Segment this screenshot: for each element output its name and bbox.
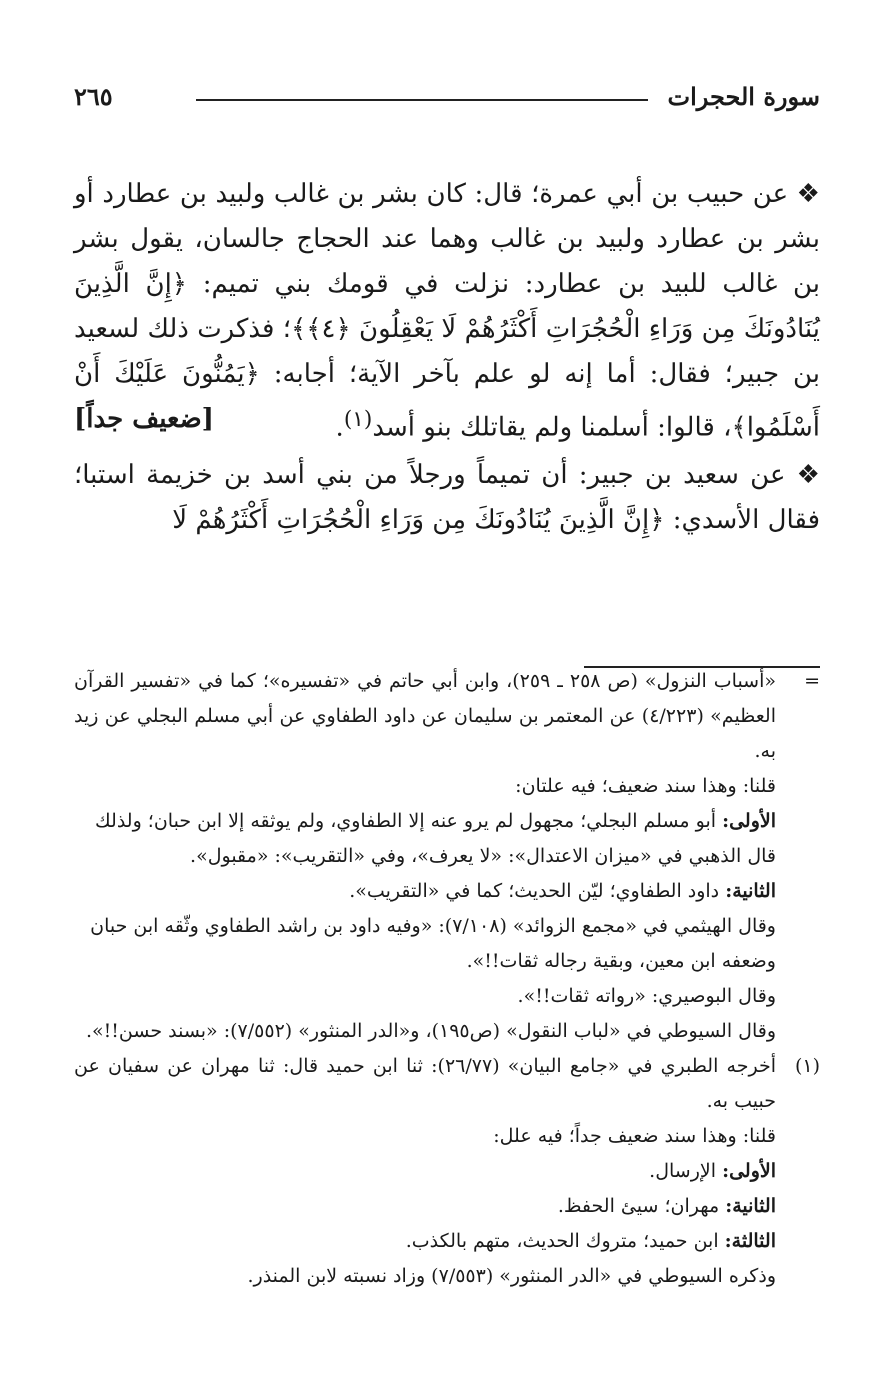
footnote-line: وقال السيوطي في «لباب النقول» (ص١٩٥)، و«الدر المنثور» (٧/٥٥٢): «بسند حسن!!». bbox=[85, 1020, 776, 1042]
footnote-label: الثانية: bbox=[725, 1195, 776, 1217]
paragraph-1-end: . bbox=[335, 412, 344, 443]
footnote-line: وذكره السيوطي في «الدر المنثور» (٧/٥٥٣) وزاد نسبته لابن المنذر. bbox=[247, 1265, 776, 1287]
footnote-line bbox=[74, 1224, 820, 1259]
continuation-mark: = bbox=[804, 670, 820, 692]
footnote-continuation bbox=[74, 664, 820, 769]
footnote-line: وقال البوصيري: «رواته ثقات!!». bbox=[517, 985, 776, 1007]
footnotes bbox=[74, 664, 820, 1294]
footnote-label: الأولى: bbox=[722, 1160, 776, 1182]
grade-label: [ضعيف جداً] bbox=[74, 404, 214, 434]
footnote-label: الثانية: bbox=[725, 880, 776, 902]
footnote-text: الإرسال. bbox=[649, 1160, 723, 1182]
footnote-text: أخرجه الطبري في «جامع البيان» (٢٦/٧٧): ثنا ابن حميد قال: ثنا مهران عن سفيان عن حبيب به. bbox=[74, 1055, 777, 1112]
footnote-line bbox=[74, 1189, 820, 1224]
paragraph-1 bbox=[74, 172, 820, 451]
page-number: ٢٦٥ bbox=[74, 82, 113, 111]
footnote-line: وقال الهيثمي في «مجمع الزوائد» (٧/١٠٨): «وفيه داود بن راشد الطفاوي وثّقه ابن حبان وضعفه ابن معين، وبقية رجاله ثقات!!». bbox=[90, 915, 776, 972]
main-text bbox=[74, 172, 820, 543]
footnote-line bbox=[74, 874, 820, 909]
footnote-text: أبو مسلم البجلي؛ مجهول لم يرو عنه إلا الطفاوي، ولم يوثقه إلا ابن حبان؛ ولذلك قال الذهبي في «ميزان الاعتدال»: «لا يعرف»، وفي «التقريب»: «مقبول». bbox=[95, 810, 776, 867]
footnote-line bbox=[74, 1154, 820, 1189]
footnote-text: داود الطفاوي؛ ليّن الحديث؛ كما في «التقريب». bbox=[349, 880, 726, 902]
page bbox=[74, 82, 820, 1287]
paragraph-1-text: ❖ عن حبيب بن أبي عمرة؛ قال: كان بشر بن غالب ولبيد بن عطارد أو بشر بن عطارد ولبيد بن غالب وهما عند الحجاج جالسان، يقول بشر بن غالب للبيد بن عطارد: نزلت في قومك بني تميم: ﴿إِنَّ الَّذِينَ يُنَادُونَكَ مِن وَرَاءِ الْحُجُرَاتِ أَكْثَرُهُمْ لَا يَعْقِلُونَ ﴿٤﴾﴾؛ فذكرت ذلك لسعيد بن جبير؛ فقال: أما إنه لو علم بآخر الآية؛ أجابه: ﴿يَمُنُّونَ عَلَيْكَ أَنْ أَسْلَمُوا﴾، قالوا: أسلمنا ولم يقاتلك بنو أسد bbox=[74, 179, 820, 443]
footnote-line: قلنا: وهذا سند ضعيف؛ فيه علتان: bbox=[515, 775, 776, 797]
paragraph-2: ❖ عن سعيد بن جبير: أن تميماً ورجلاً من بني أسد بن خزيمة استبا؛ فقال الأسدي: ﴿إِنَّ الَّذِينَ يُنَادُونَكَ مِن وَرَاءِ الْحُجُرَاتِ أَكْثَرُهُمْ لَا bbox=[74, 459, 820, 535]
footnote-ref: (١) bbox=[343, 407, 373, 432]
footnote-line: قلنا: وهذا سند ضعيف جداً؛ فيه علل: bbox=[493, 1125, 776, 1147]
footnote-text: ابن حميد؛ متروك الحديث، متهم بالكذب. bbox=[405, 1230, 725, 1252]
footnote-label: الثالثة: bbox=[724, 1230, 776, 1252]
footnote-line bbox=[74, 804, 820, 874]
header-rule bbox=[196, 99, 648, 101]
footnote-text: مهران؛ سيئ الحفظ. bbox=[557, 1195, 726, 1217]
footnote-text: «أسباب النزول» (ص ٢٥٨ ـ ٢٥٩)، وابن أبي حاتم في «تفسيره»؛ كما في «تفسير القرآن العظيم» (٤/٢٢٣) عن المعتمر بن سليمان عن داود الطفاوي عن أبي مسلم البجلي عن زيد به. bbox=[74, 670, 777, 762]
page-header bbox=[74, 82, 820, 122]
surah-title: سورة الحجرات bbox=[667, 82, 820, 111]
footnote-1 bbox=[74, 1049, 820, 1119]
footnote-number: (١) bbox=[794, 1055, 820, 1077]
footnote-label: الأولى: bbox=[722, 810, 776, 832]
